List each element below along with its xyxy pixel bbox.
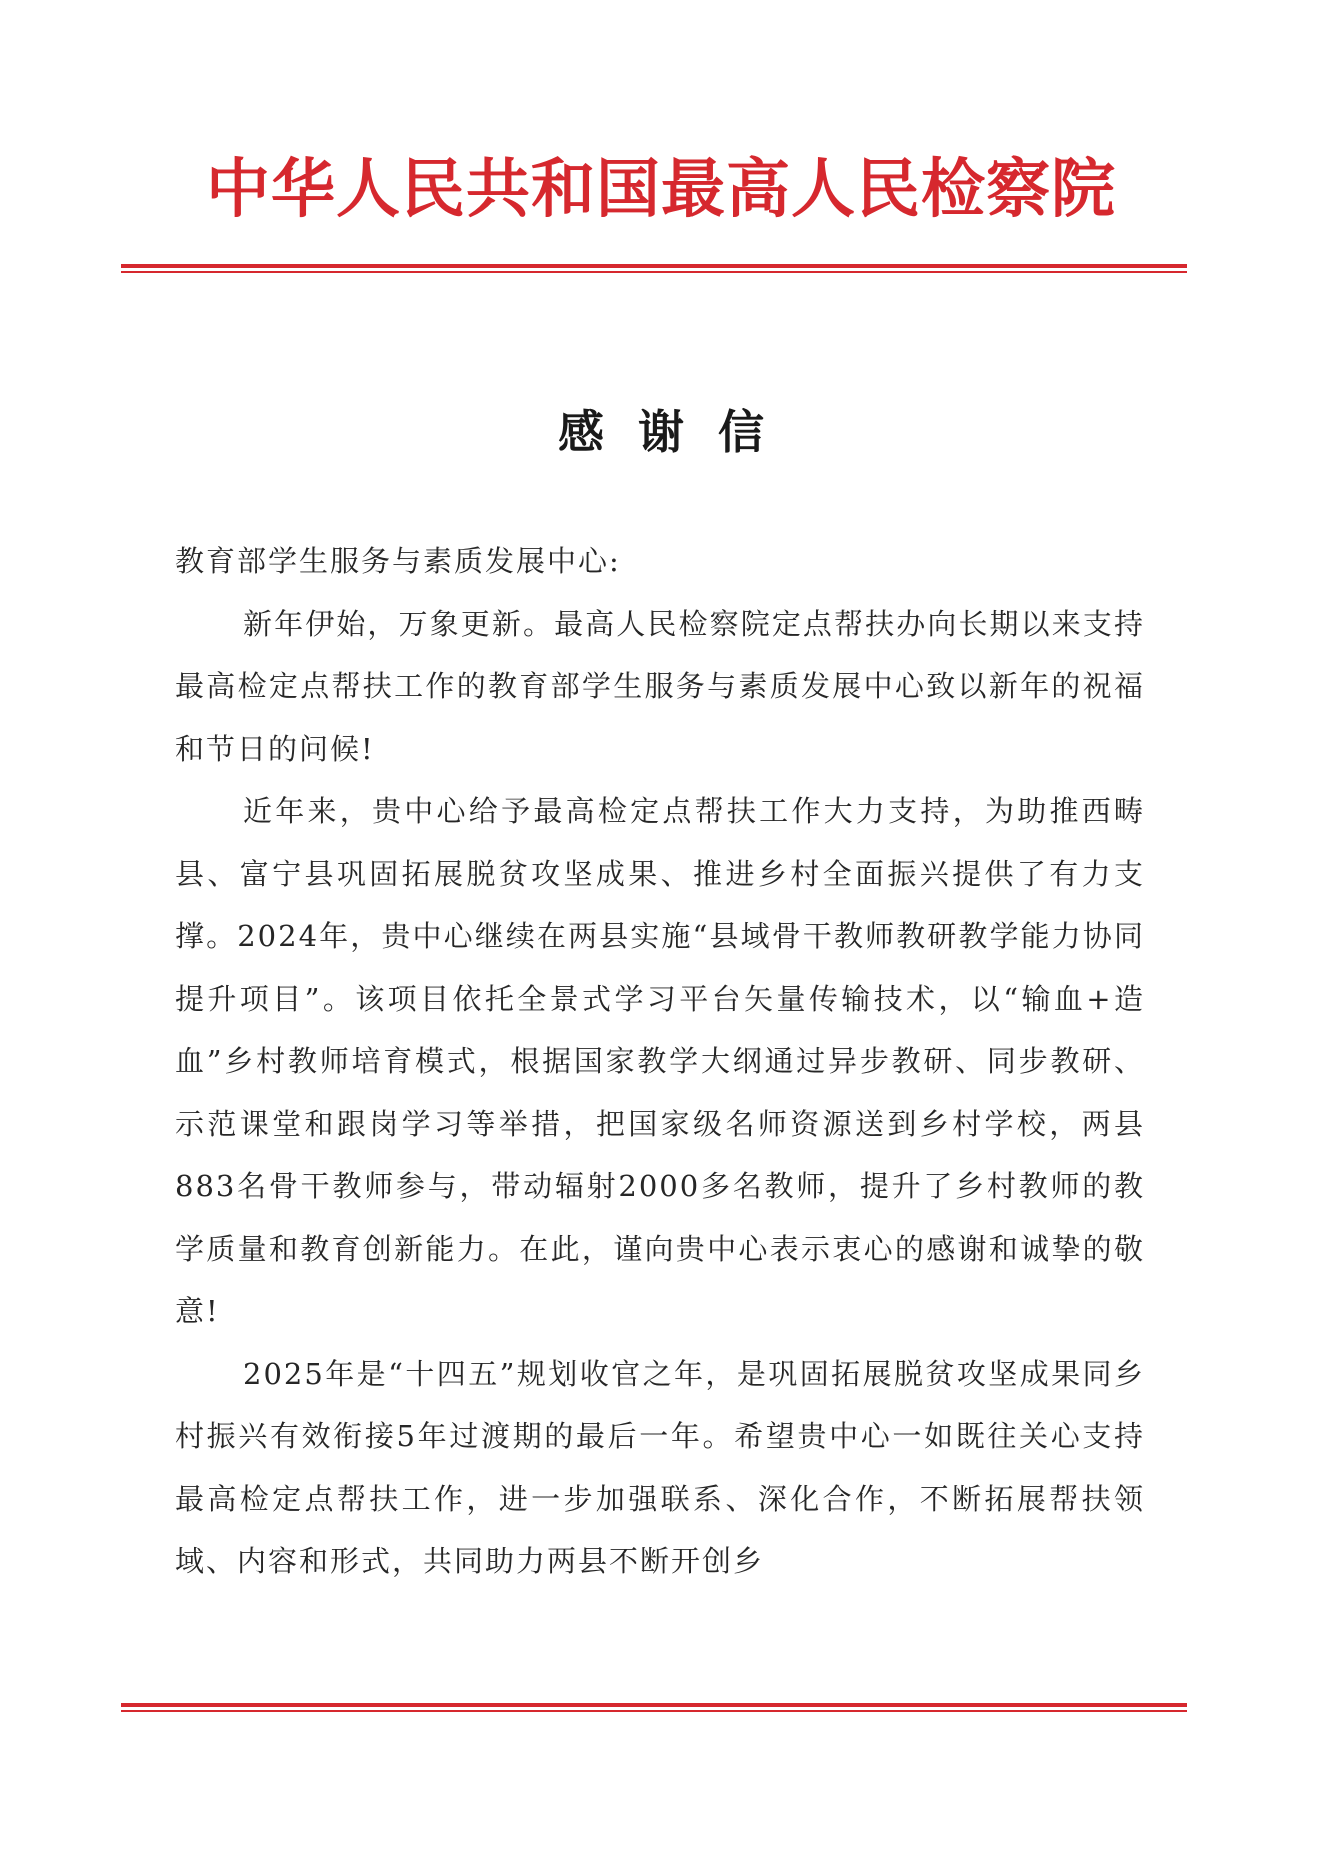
divider-thin-line xyxy=(121,1710,1187,1712)
letter-title: 感谢信 xyxy=(558,405,798,459)
letter-paragraph-1: 新年伊始，万象更新。最高人民检察院定点帮扶办向长期以来支持最高检定点帮扶工作的教育部学生服务与素质发展中心致以新年的祝福和节日的问候! xyxy=(175,606,1145,766)
letter-paragraph-2: 近年来，贵中心给予最高检定点帮扶工作大力支持，为助推西畴县、富宁县巩固拓展脱贫攻坚成果、推进乡村全面振兴提供了有力支撑。2024年，贵中心继续在两县实施“县域骨干教师教研教学能力协同提升项目”。该项目依托全景式学习平台矢量传输技术，以“输血+造血”乡村教师培育模式，根据国家教学大纲通过异步教研、同步教研、示范课堂和跟岗学习等举措，把国家级名师资源送到乡村学校，两县883名骨干教师参与，带动辐射2000多名教师，提升了乡村教师的教学质量和教育创新能力。在此，谨向贵中心表示衷心的感谢和诚挚的敬意! xyxy=(175,794,1145,1328)
divider-thin-line xyxy=(121,271,1187,273)
letterhead-title: 中华人民共和国最高人民检察院 xyxy=(206,152,1116,227)
letter-body xyxy=(175,530,1145,1593)
letter-salutation: 教育部学生服务与素质发展中心: xyxy=(175,544,621,578)
footer-divider xyxy=(121,1703,1187,1713)
divider-thick-line xyxy=(121,264,1187,268)
letterhead-divider-top xyxy=(121,264,1187,274)
divider-thick-line xyxy=(121,1703,1187,1707)
letter-paragraph-3: 2025年是“十四五”规划收官之年，是巩固拓展脱贫攻坚成果同乡村振兴有效衔接5年过渡期的最后一年。希望贵中心一如既往关心支持最高检定点帮扶工作，进一步加强联系、深化合作，不断拓展帮扶领域、内容和形式，共同助力两县不断开创乡 xyxy=(175,1356,1145,1578)
